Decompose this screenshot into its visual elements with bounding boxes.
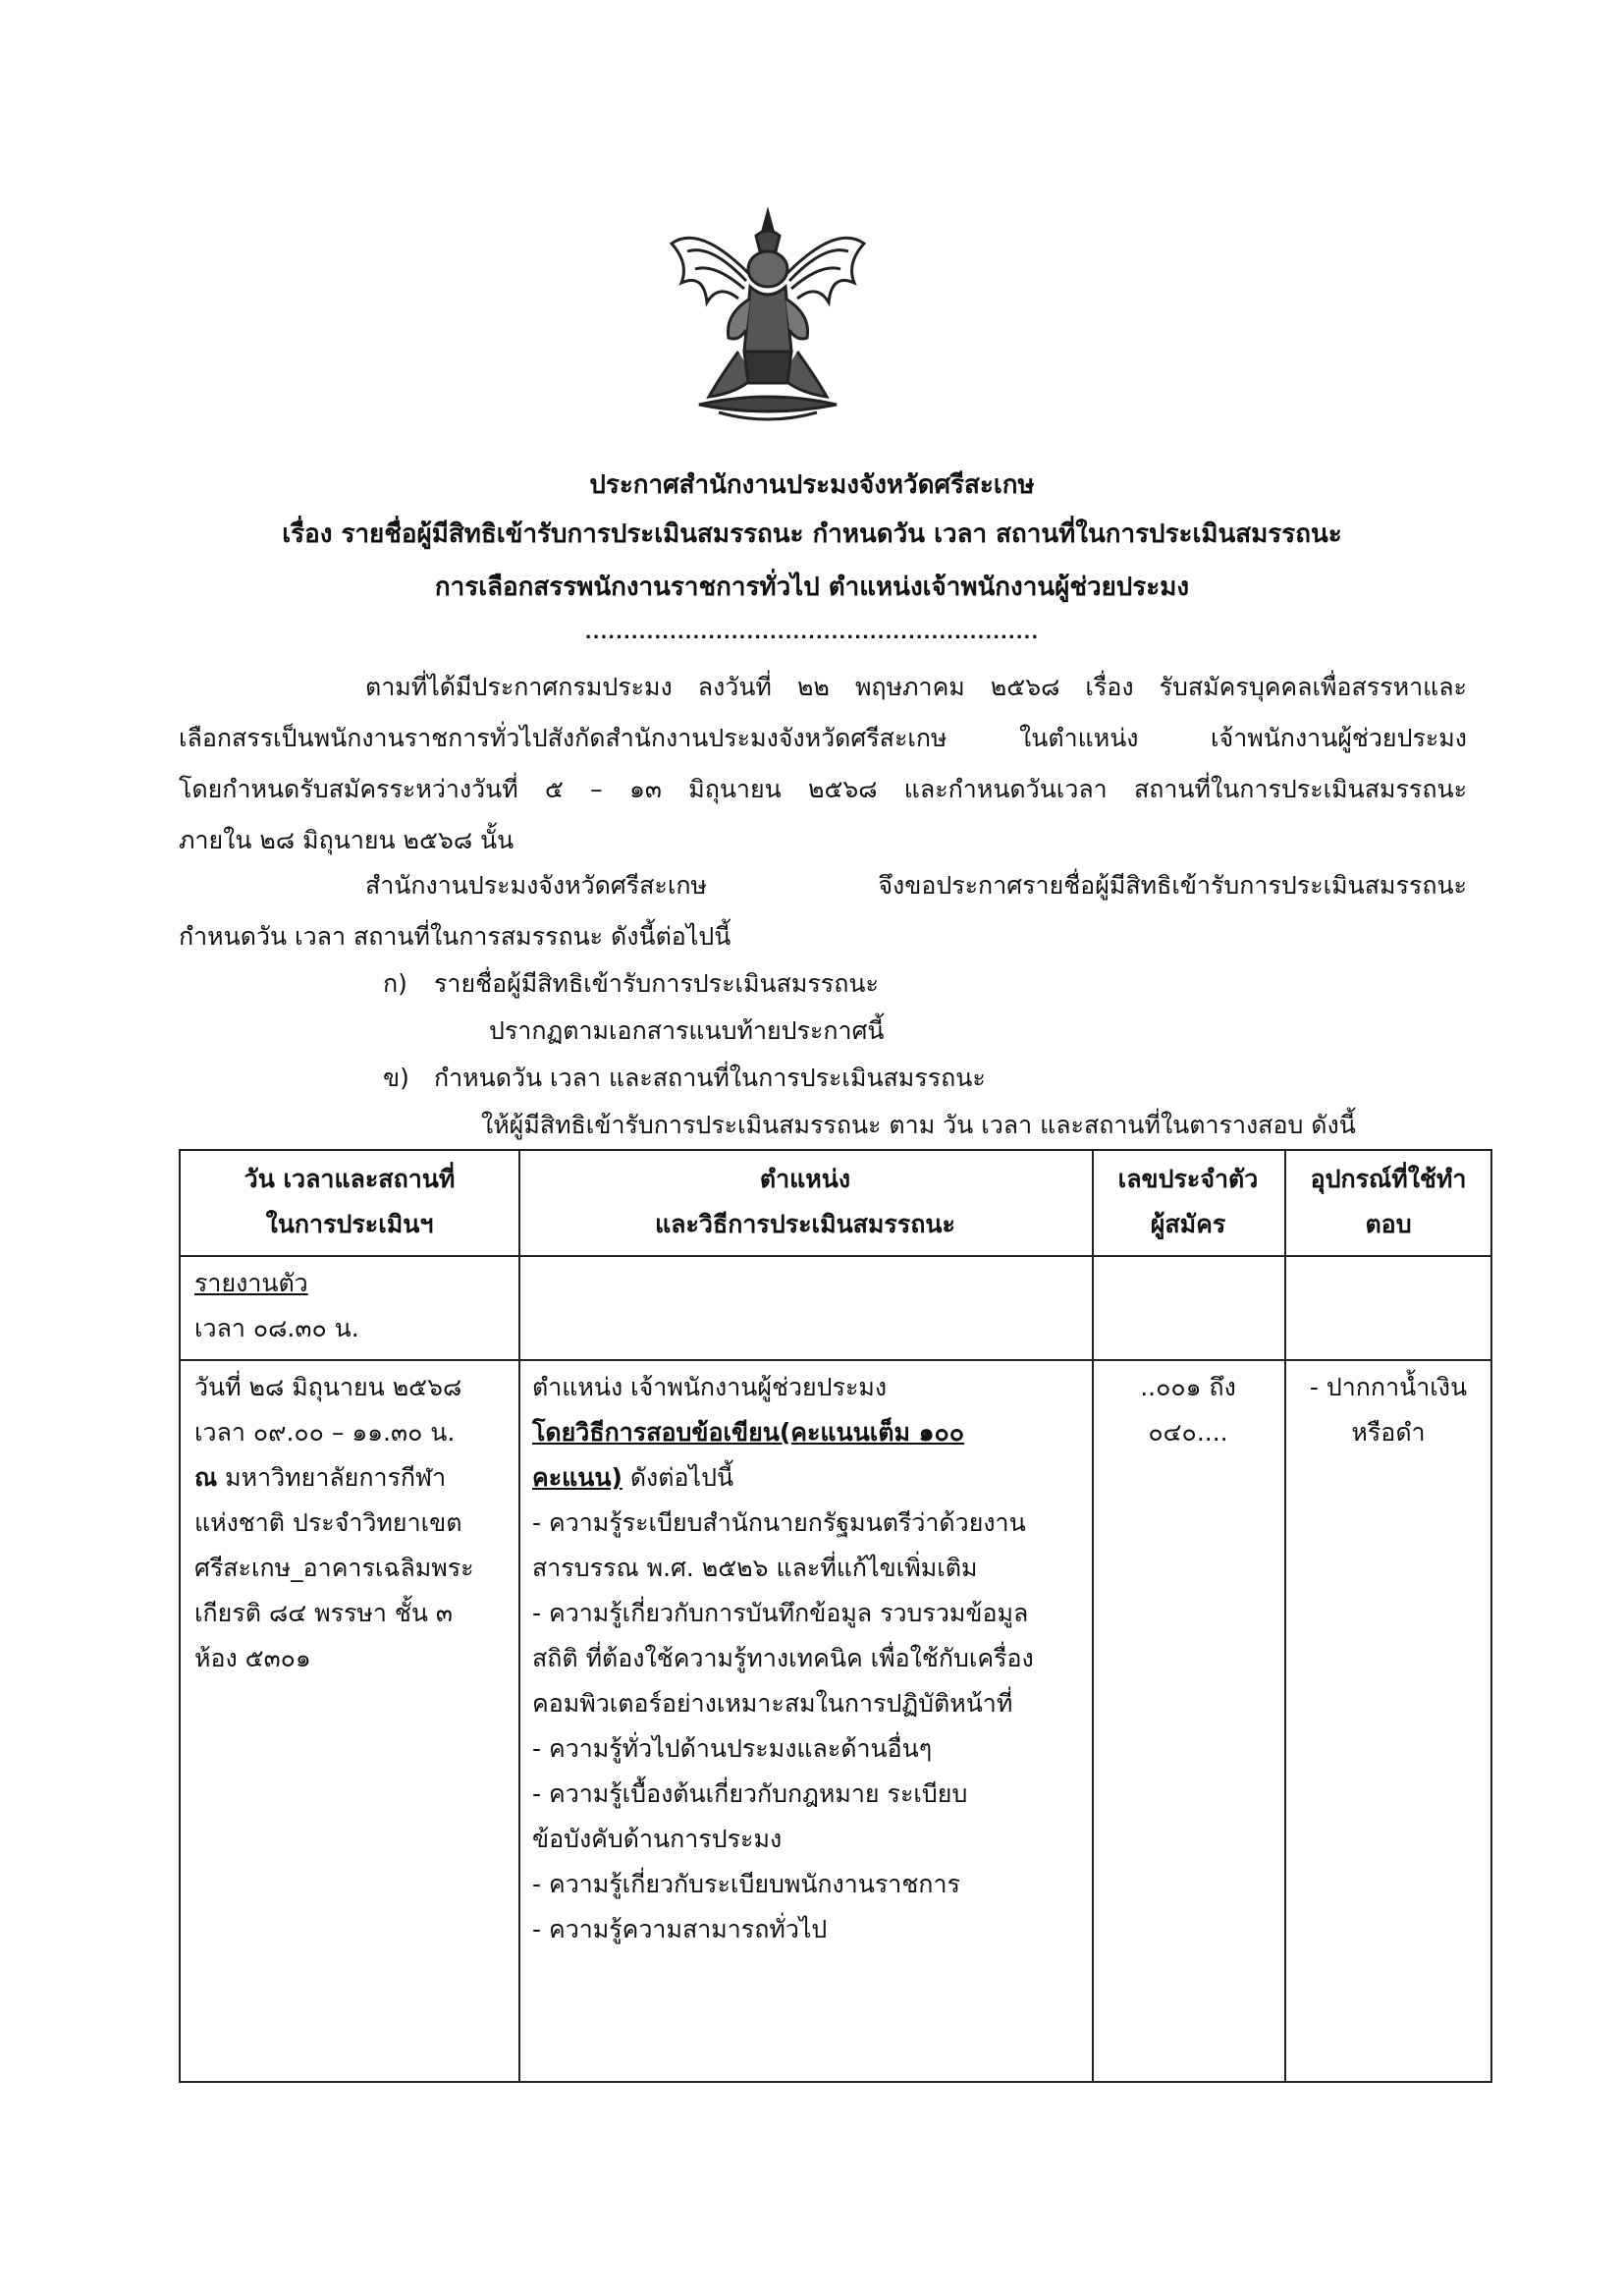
paragraph-2-line-2: กำหนดวัน เวลา สถานที่ในการสมรรถนะ ดังนี้ต่อไปนี้ [179, 922, 731, 951]
item-b-label: ข) [383, 1064, 409, 1092]
item-a-label: ก) [383, 969, 407, 998]
exam-place-line-5: ห้อง ๕๓๐๑ [194, 1644, 311, 1672]
topic-line: - ความรู้ระเบียบสำนักนายกรัฐมนตรีว่าด้วยงาน [532, 1508, 1026, 1537]
topic-line: คอมพิวเตอร์อย่างเหมาะสมในการปฏิบัติหน้าที่ [532, 1689, 1013, 1718]
header-col-applicant-id: เลขประจำตัว ผู้สมัคร [1117, 1165, 1259, 1238]
paragraph-1-line-2: เลือกสรรเป็นพนักงานราชการทั่วไปสังกัดสำนักงานประมงจังหวัดศรีสะเกษ ในตำแหน่ง เจ้าพนักงานผู้ช่วยประมง [179, 724, 1467, 752]
column-divider [1092, 1151, 1094, 2081]
column-divider [518, 1151, 520, 2081]
report-cell [194, 1261, 359, 1351]
paragraph-2-line-1: สำนักงานประมงจังหวัดศรีสะเกษ จึงขอประกาศรายชื่อผู้มีสิทธิเข้ารับการประเมินสมรรถนะ [365, 871, 1467, 900]
item-a-sub: ปรากฏตามเอกสารแนบท้ายประกาศนี้ [489, 1016, 885, 1045]
topic-line: - ความรู้ทั่วไปด้านประมงและด้านอื่นๆ [532, 1734, 933, 1763]
topic-line: - ความรู้เกี่ยวกับการบันทึกข้อมูล รวบรวมข้อมูล [532, 1599, 1029, 1627]
announcement-subject-line2: การเลือกสรรพนักงานราชการทั่วไป ตำแหน่งเจ้าพนักงานผู้ช่วยประมง [434, 573, 1190, 602]
item-a-text: รายชื่อผู้มีสิทธิเข้ารับการประเมินสมรรถนะ [434, 969, 879, 998]
exam-place-line-2: แห่งชาติ ประจำวิทยาเขต [194, 1508, 462, 1537]
header-col-position: ตำแหน่ง และวิธีการประเมินสมรรถนะ [655, 1165, 955, 1238]
topic-line: - ความรู้ความสามารถทั่วไป [532, 1915, 828, 1943]
item-b-text: กำหนดวัน เวลา และสถานที่ในการประเมินสมรรถนะ [434, 1064, 986, 1092]
schedule-cell [194, 1365, 474, 1681]
report-label: รายงานตัว [194, 1269, 308, 1297]
exam-place-line-3: ศรีสะเกษ_อาคารเฉลิมพระ [194, 1554, 474, 1582]
paragraph-1-line-4: ภายใน ๒๘ มิถุนายน ๒๕๖๘ นั้น [179, 826, 514, 854]
topic-line: - ความรู้เบื้องต้นเกี่ยวกับกฎหมาย ระเบียบ [532, 1779, 968, 1808]
exam-time: เวลา ๐๙.๐๐ – ๑๑.๓๐ น. [194, 1418, 456, 1447]
topic-line: ข้อบังคับด้านการประมง [532, 1825, 783, 1853]
paragraph-1-line-3: โดยกำหนดรับสมัครระหว่างวันที่ ๕ – ๑๓ มิถุนายน ๒๕๖๘ และกำหนดวันเวลา สถานที่ในการประเมินสมรรถนะ [179, 775, 1467, 803]
header-divider [181, 1255, 1490, 1257]
topic-line: สถิติ ที่ต้องใช้ความรู้ทางเทคนิค เพื่อใช้กับเครื่อง [532, 1644, 1034, 1672]
header-col-equipment: อุปกรณ์ที่ใช้ทำ ตอบ [1310, 1165, 1467, 1238]
applicant-id-range-start: ..๐๐๑ ถึง [1140, 1373, 1236, 1401]
position-title: ตำแหน่ง เจ้าพนักงานผู้ช่วยประมง [532, 1373, 888, 1401]
column-divider [1284, 1151, 1286, 2081]
schedule-table [179, 1149, 1492, 2083]
exam-method-line-2: คะแนน) ดังต่อไปนี้ [532, 1463, 734, 1492]
equipment-line-2: หรือดำ [1351, 1418, 1426, 1447]
exam-date: วันที่ ๒๘ มิถุนายน ๒๕๖๘ [194, 1373, 462, 1401]
exam-place-line-1: ณ มหาวิทยาลัยการกีฬา [194, 1463, 447, 1492]
report-time: เวลา ๐๘.๓๐ น. [194, 1314, 359, 1342]
row-divider [181, 1359, 1490, 1361]
equipment-line-1: - ปากกาน้ำเงิน [1309, 1373, 1468, 1401]
header-col-datetime: วัน เวลาและสถานที่ ในการประเมินฯ [244, 1165, 456, 1238]
position-cell [532, 1365, 1034, 1952]
garuda-emblem-icon [660, 204, 876, 430]
title-separator: ........................................................... [584, 623, 1040, 643]
exam-method-line-1: โดยวิธีการสอบข้อเขียน(คะแนนเต็ม ๑๐๐ [532, 1418, 965, 1447]
equipment-cell [1284, 1365, 1492, 1455]
applicant-id-range-end: ๐๔๐.... [1148, 1418, 1228, 1447]
announcement-title: ประกาศสำนักงานประมงจังหวัดศรีสะเกษ [589, 470, 1035, 500]
announcement-subject: เรื่อง รายชื่อผู้มีสิทธิเข้ารับการประเมินสมรรถนะ กำหนดวัน เวลา สถานที่ในการประเมินสมรรถนะ [282, 519, 1342, 549]
topic-line: - ความรู้เกี่ยวกับระเบียบพนักงานราชการ [532, 1870, 960, 1898]
exam-place-line-4: เกียรติ ๘๔ พรรษา ชั้น ๓ [194, 1599, 453, 1627]
topic-line: สารบรรณ พ.ศ. ๒๕๒๖ และที่แก้ไขเพิ่มเติม [532, 1554, 978, 1582]
applicant-id-cell [1092, 1365, 1284, 1455]
paragraph-1-line-1: ตามที่ได้มีประกาศกรมประมง ลงวันที่ ๒๒ พฤษภาคม ๒๕๖๘ เรื่อง รับสมัครบุคคลเพื่อสรรหาและ [365, 673, 1467, 701]
item-b-sub: ให้ผู้มีสิทธิเข้ารับการประเมินสมรรถนะ ตาม วัน เวลา และสถานที่ในตารางสอบ ดังนี้ [481, 1111, 1356, 1139]
